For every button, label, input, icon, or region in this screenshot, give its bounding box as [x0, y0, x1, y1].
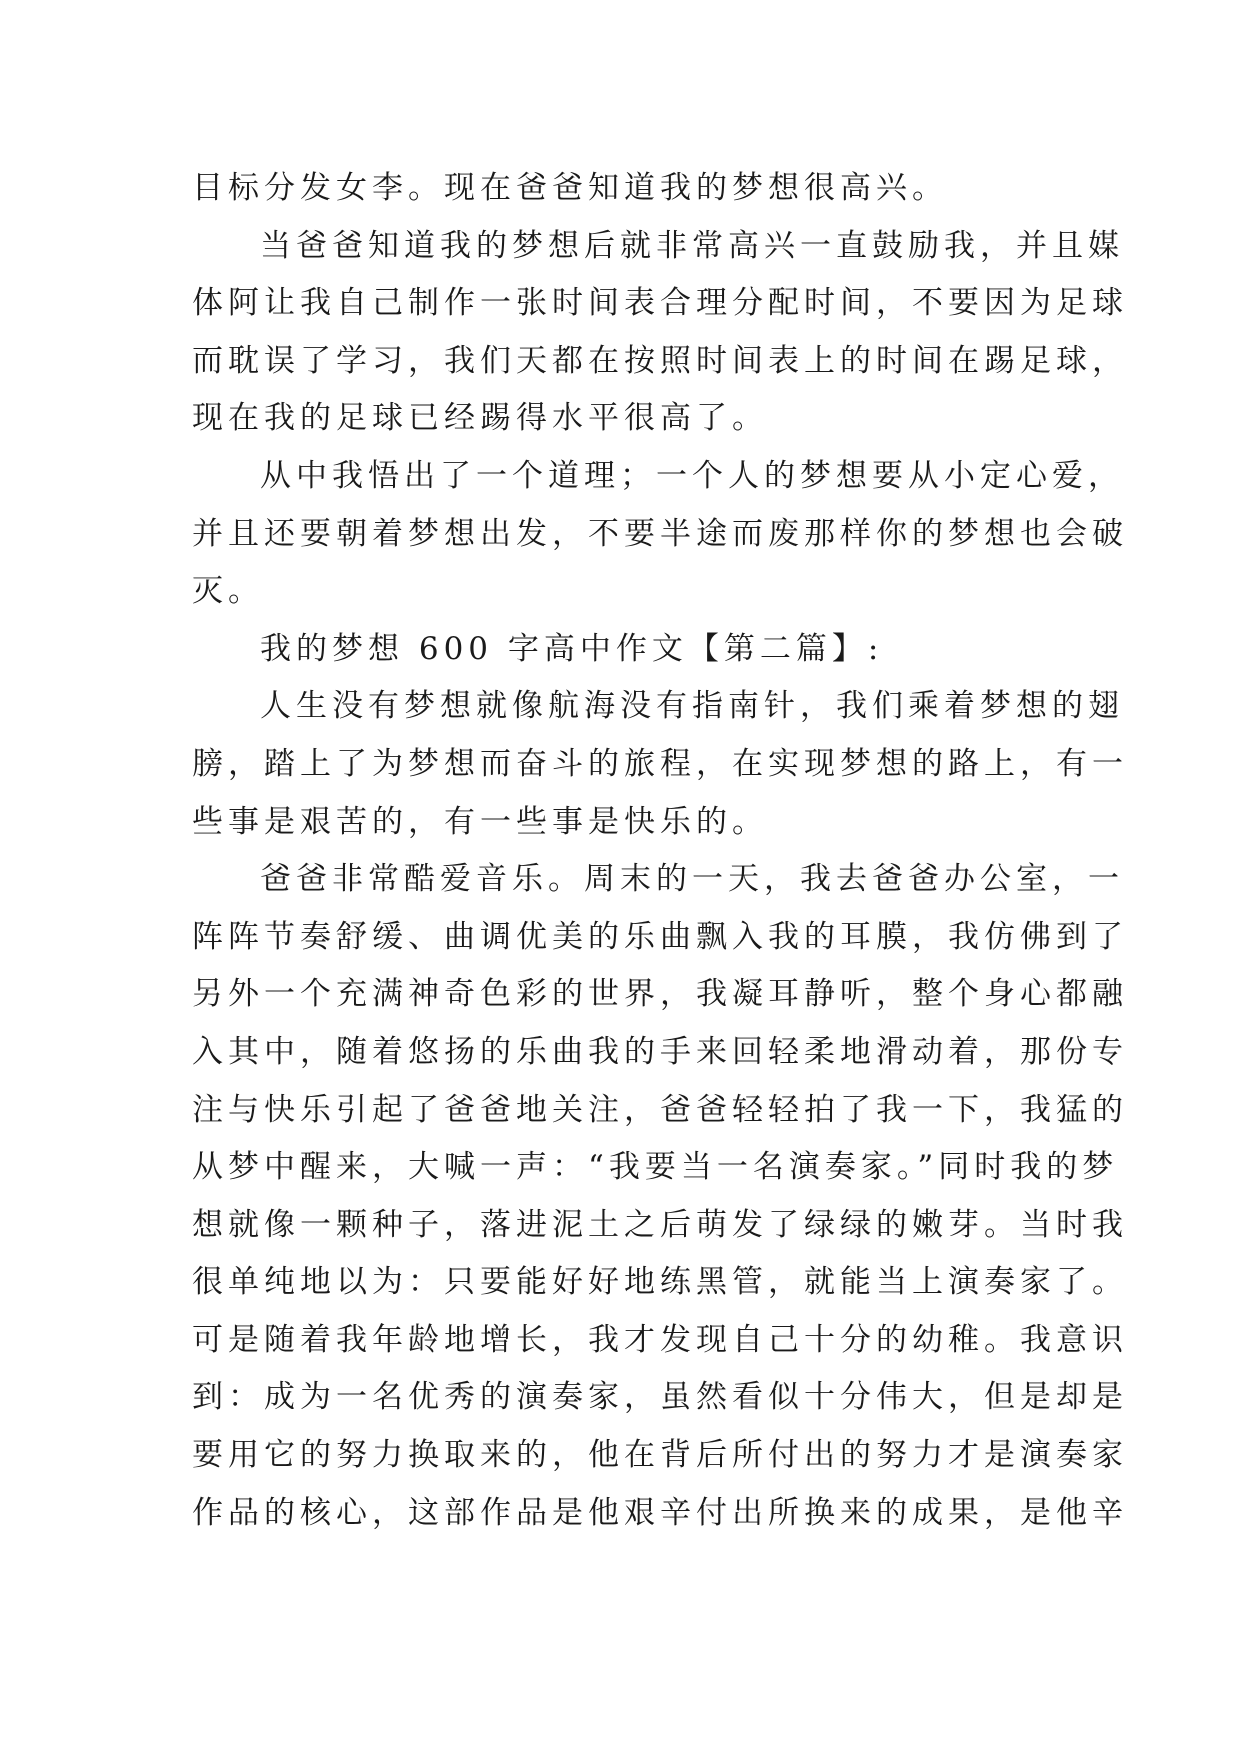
text-line: 体阿让我自己制作一张时间表合理分配时间，不要因为足球 [192, 285, 1128, 322]
document-body [192, 160, 1128, 1542]
text-line: 另外一个充满神奇色彩的世界，我凝耳静听，整个身心都融 [192, 976, 1128, 1013]
text-line: 从梦中醒来，大喊一声：“我要当一名演奏家。”同时我的梦 [192, 1149, 1119, 1186]
text-line: 可是随着我年龄地增长，我才发现自己十分的幼稚。我意识 [192, 1321, 1128, 1358]
text-line: 目标分发女李。现在爸爸知道我的梦想很高兴。 [192, 170, 948, 206]
text-line: 当爸爸知道我的梦想后就非常高兴一直鼓励我，并且媒 [260, 227, 1124, 264]
text-line: 要用它的努力换取来的，他在背后所付出的努力才是演奏家 [192, 1437, 1128, 1474]
text-line: 现在我的足球已经踢得水平很高了。 [192, 400, 768, 437]
text-line: 阵阵节奏舒缓、曲调优美的乐曲飘入我的耳膜，我仿佛到了 [192, 918, 1128, 955]
text-line: 而耽误了学习，我们天都在按照时间表上的时间在踢足球， [192, 342, 1128, 379]
text-line: 膀，踏上了为梦想而奋斗的旅程，在实现梦想的路上，有一 [192, 745, 1128, 782]
text-line: 想就像一颗种子，落进泥土之后萌发了绿绿的嫩芽。当时我 [192, 1206, 1128, 1243]
text-line: 很单纯地以为：只要能好好地练黑管，就能当上演奏家了。 [192, 1264, 1128, 1301]
text-line: 些事是艰苦的，有一些事是快乐的。 [192, 803, 768, 840]
text-line: 入其中，随着悠扬的乐曲我的手来回轻柔地滑动着，那份专 [192, 1033, 1128, 1070]
text-line: 我的梦想 600 字高中作文【第二篇】: [260, 630, 884, 667]
text-line: 人生没有梦想就像航海没有指南针，我们乘着梦想的翅 [260, 688, 1124, 725]
text-line: 灭。 [192, 573, 264, 610]
text-line: 从中我悟出了一个道理；一个人的梦想要从小定心爱， [260, 457, 1124, 494]
text-line: 爸爸非常酷爱音乐。周末的一天，我去爸爸办公室，一 [260, 861, 1124, 898]
text-line: 作品的核心，这部作品是他艰辛付出所换来的成果，是他辛 [192, 1494, 1128, 1531]
text-line: 到：成为一名优秀的演奏家，虽然看似十分伟大，但是却是 [192, 1379, 1128, 1416]
text-line: 注与快乐引起了爸爸地关注，爸爸轻轻拍了我一下，我猛的 [192, 1091, 1128, 1128]
text-line: 并且还要朝着梦想出发，不要半途而废那样你的梦想也会破 [192, 515, 1128, 552]
